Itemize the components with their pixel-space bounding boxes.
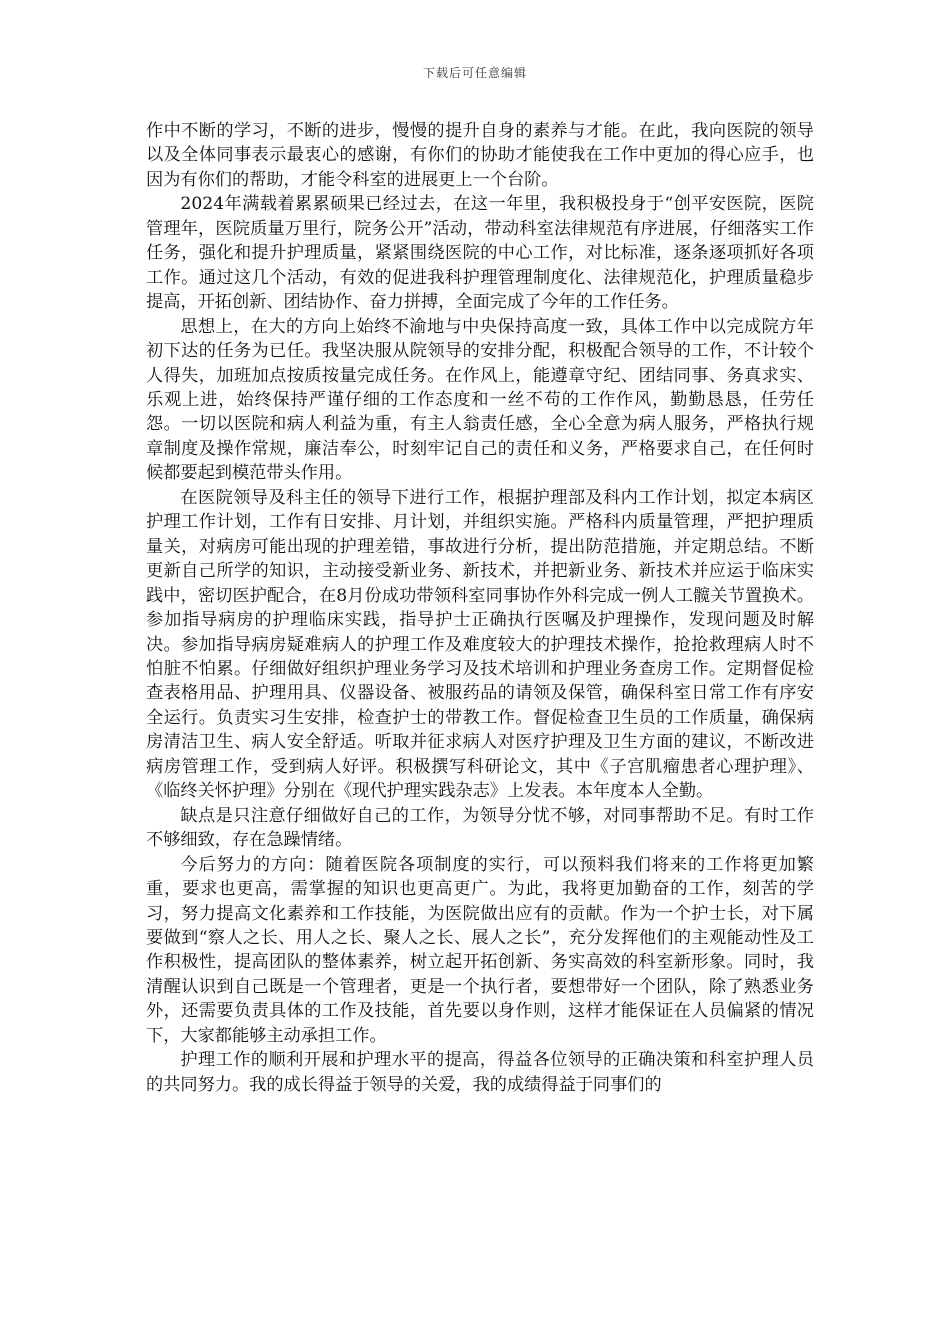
- document-body: [146, 119, 814, 1097]
- paragraph-year-summary: 2024年满载着累累硕果已经过去，在这一年里，我积极投身于“创平安医院，医院管理年，医院质量万里行，院务公开”活动，带动科室法律规范有序进展，仔细落实工作任务，强化和提升护理质量，紧紧围绕医院的中心工作，对比标准，逐条逐项抓好各项工作。通过这几个活动，有效的促进我科护理管理制度化、法律规范化，护理质量稳步提高，开拓创新、团结协作、奋力拼搏，全面完成了今年的工作任务。: [146, 194, 814, 313]
- paragraph-work-details: 在医院领导及科主任的领导下进行工作，根据护理部及科内工作计划，拟定本病区护理工作计划，工作有日安排、月计划，并组织实施。严格科内质量管理，严把护理质量关，对病房可能出现的护理差错，事故进行分析，提出防范措施，并定期总结。不断更新自己所学的知识，主动接受新业务、新技术，并把新业务、新技术并应运于临床实践中，密切医护配合，在8月份成功带领科室同事协作外科完成一例人工髋关节置换术。参加指导病房的护理临床实践，指导护士正确执行医嘱及护理操作，发现问题及时解决。参加指导病房疑难病人的护理工作及难度较大的护理技术操作，抢抢救理病人时不怕脏不怕累。仔细做好组织护理业务学习及技术培训和护理业务查房工作。定期督促检查表格用品、护理用具、仪器设备、被服药品的请领及保管，确保科室日常工作有序安全运行。负责实习生安排，检查护士的带教工作。督促检查卫生员的工作质量，确保病房清洁卫生、病人安全舒适。听取并征求病人对医疗护理及卫生方面的建议，不断改进病房管理工作，受到病人好评。积极撰写科研论文，其中《子宫肌瘤患者心理护理》、《临终关怀护理》分别在《现代护理实践杂志》上发表。本年度本人全勤。: [146, 487, 814, 802]
- paragraph-continuation: 作中不断的学习，不断的进步，慢慢的提升自身的素养与才能。在此，我向医院的领导以及全体同事表示最衷心的感谢，有你们的协助才能使我在工作中更加的得心应手，也因为有你们的帮助，才能令科室的进展更上一个台阶。: [146, 121, 814, 190]
- paragraph-shortcomings: 缺点是只注意仔细做好自己的工作，为领导分忧不够，对同事帮助不足。有时工作不够细致，存在急躁情绪。: [146, 805, 814, 851]
- page-header: 下载后可任意编辑: [422, 66, 527, 80]
- paragraph-acknowledgement: 护理工作的顺利开展和护理水平的提高，得益各位领导的正确决策和科室护理人员的共同努力。我的成长得益于领导的关爱，我的成绩得益于同事们的: [146, 1050, 814, 1095]
- paragraph-ideology: 思想上，在大的方向上始终不渝地与中央保持高度一致，具体工作中以完成院方年初下达的任务为已任。我坚决服从院领导的安排分配，积极配合领导的工作，不计较个人得失，加班加点按质按量完成任务。在作风上，能遵章守纪、团结同事、务真求实、乐观上进，始终保持严谨仔细的工作态度和一丝不苟的工作作风，勤勤恳恳，任劳任怨。一切以医院和病人利益为重，有主人翁责任感，全心全意为病人服务，严格执行规章制度及操作常规，廉洁奉公，时刻牢记自己的责任和义务，严格要求自己，在任何时候都要起到模范带头作用。: [146, 316, 814, 484]
- paragraph-future-direction: 今后努力的方向：随着医院各项制度的实行，可以预料我们将来的工作将更加繁重，要求也更高，需掌握的知识也更高更广。为此，我将更加勤奋的工作，刻苦的学习，努力提高文化素养和工作技能，为医院做出应有的贡献。作为一个护士长，对下属要做到“察人之长、用人之长、聚人之长、展人之长”，充分发挥他们的主观能动性及工作积极性，提高团队的整体素养，树立起开拓创新、务实高效的科室新形象。同时，我清醒认识到自己既是一个管理者，更是一个执行者，要想带好一个团队，除了熟悉业务外，还需要负责具体的工作及技能，首先要以身作则，这样才能保证在人员偏紧的情况下，大家都能够主动承担工作。: [146, 854, 814, 1046]
